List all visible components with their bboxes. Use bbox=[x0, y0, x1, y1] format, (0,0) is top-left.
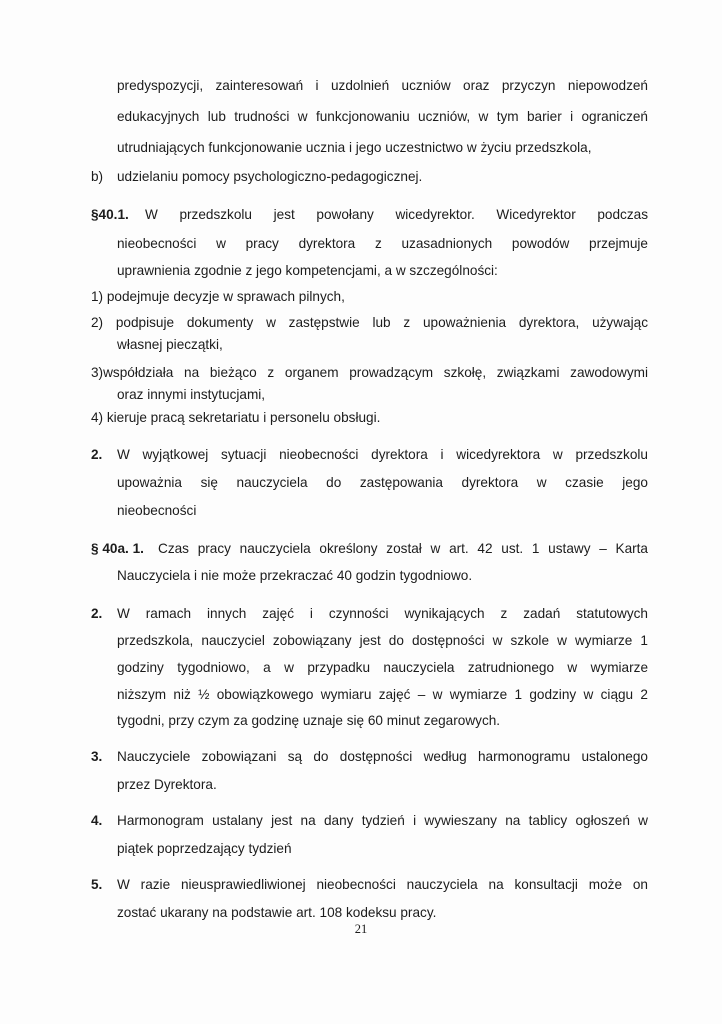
text-line: edukacyjnych lub trudności w funkcjonowaniu uczniów, w tym barier i ograniczeń bbox=[117, 109, 648, 124]
text-line: upoważnia się nauczyciela do zastępowania dyrektora w czasie jego bbox=[117, 475, 648, 490]
text-line: Nauczyciele zobowiązani są do dostępności według harmonogramu ustalonego bbox=[117, 749, 648, 764]
text-line: przez Dyrektora. bbox=[117, 777, 217, 792]
text-line: godziny tygodniowo, a w przypadku nauczyciela zatrudnionego w wymiarze bbox=[117, 660, 648, 675]
text-line: Nauczyciela i nie może przekraczać 40 godzin tygodniowo. bbox=[117, 568, 473, 583]
text-line: Harmonogram ustalany jest na dany tydzień i wywieszany na tablicy ogłoszeń w bbox=[117, 813, 648, 828]
text-line: przedszkola, nauczyciel zobowiązany jest do dostępności w szkole w wymiarze 1 bbox=[117, 633, 648, 648]
text-line: zostać ukarany na podstawie art. 108 kodeksu pracy. bbox=[117, 905, 437, 920]
section-number: 2. bbox=[91, 447, 103, 462]
list-item: 3)współdziała na bieżąco z organem prowadzącym szkołę, związkami zawodowymi bbox=[91, 365, 648, 380]
page-number: 21 bbox=[354, 922, 368, 936]
text-line: udzielaniu pomocy psychologiczno-pedagogicznej. bbox=[117, 169, 423, 184]
section-number: 4. bbox=[91, 813, 103, 828]
text-line: W przedszkolu jest powołany wicedyrektor. Wicedyrektor podczas bbox=[145, 207, 648, 222]
section-number: 5. bbox=[91, 877, 103, 892]
text-line: predyspozycji, zainteresowań i uzdolnień uczniów oraz przyczyn niepowodzeń bbox=[117, 78, 648, 93]
text-line: nieobecności w pracy dyrektora z uzasadnionych powodów przejmuje bbox=[117, 236, 648, 251]
section-number: 3. bbox=[91, 749, 103, 764]
list-marker: b) bbox=[91, 169, 104, 184]
text-line: utrudniających funkcjonowanie ucznia i jego uczestnictwo w życiu przedszkola, bbox=[117, 140, 592, 155]
text-line: W ramach innych zajęć i czynności wynikających z zadań statutowych bbox=[117, 606, 648, 621]
text-line: uprawnienia zgodnie z jego kompetencjami, a w szczególności: bbox=[117, 263, 498, 278]
list-item: 2) podpisuje dokumenty w zastępstwie lub z upoważnienia dyrektora, używając bbox=[91, 315, 648, 330]
section-number: 2. bbox=[91, 606, 103, 621]
list-item: 1) podejmuje decyzje w sprawach pilnych, bbox=[91, 289, 345, 304]
text-line: tygodni, przy czym za godzinę uznaje się 60 minut zegarowych. bbox=[117, 713, 501, 728]
section-number: §40.1. bbox=[91, 207, 129, 222]
list-item: 4) kieruje pracą sekretariatu i personelu obsługi. bbox=[91, 410, 381, 425]
text-line: Czas pracy nauczyciela określony został w art. 42 ust. 1 ustawy – Karta bbox=[158, 541, 648, 556]
text-line: W razie nieusprawiedliwionej nieobecności nauczyciela na konsultacji może on bbox=[117, 877, 648, 892]
text-line: W wyjątkowej sytuacji nieobecności dyrektora i wicedyrektora w przedszkolu bbox=[117, 447, 648, 462]
text-line: niższym niż ½ obowiązkowego wymiaru zajęć – w wymiarze 1 godziny w ciągu 2 bbox=[117, 687, 648, 702]
text-line: własnej pieczątki, bbox=[117, 337, 223, 352]
section-number: § 40a. 1. bbox=[91, 541, 144, 556]
text-line: nieobecności bbox=[117, 503, 197, 518]
text-line: piątek poprzedzający tydzień bbox=[117, 841, 292, 856]
text-line: oraz innymi instytucjami, bbox=[117, 387, 266, 402]
